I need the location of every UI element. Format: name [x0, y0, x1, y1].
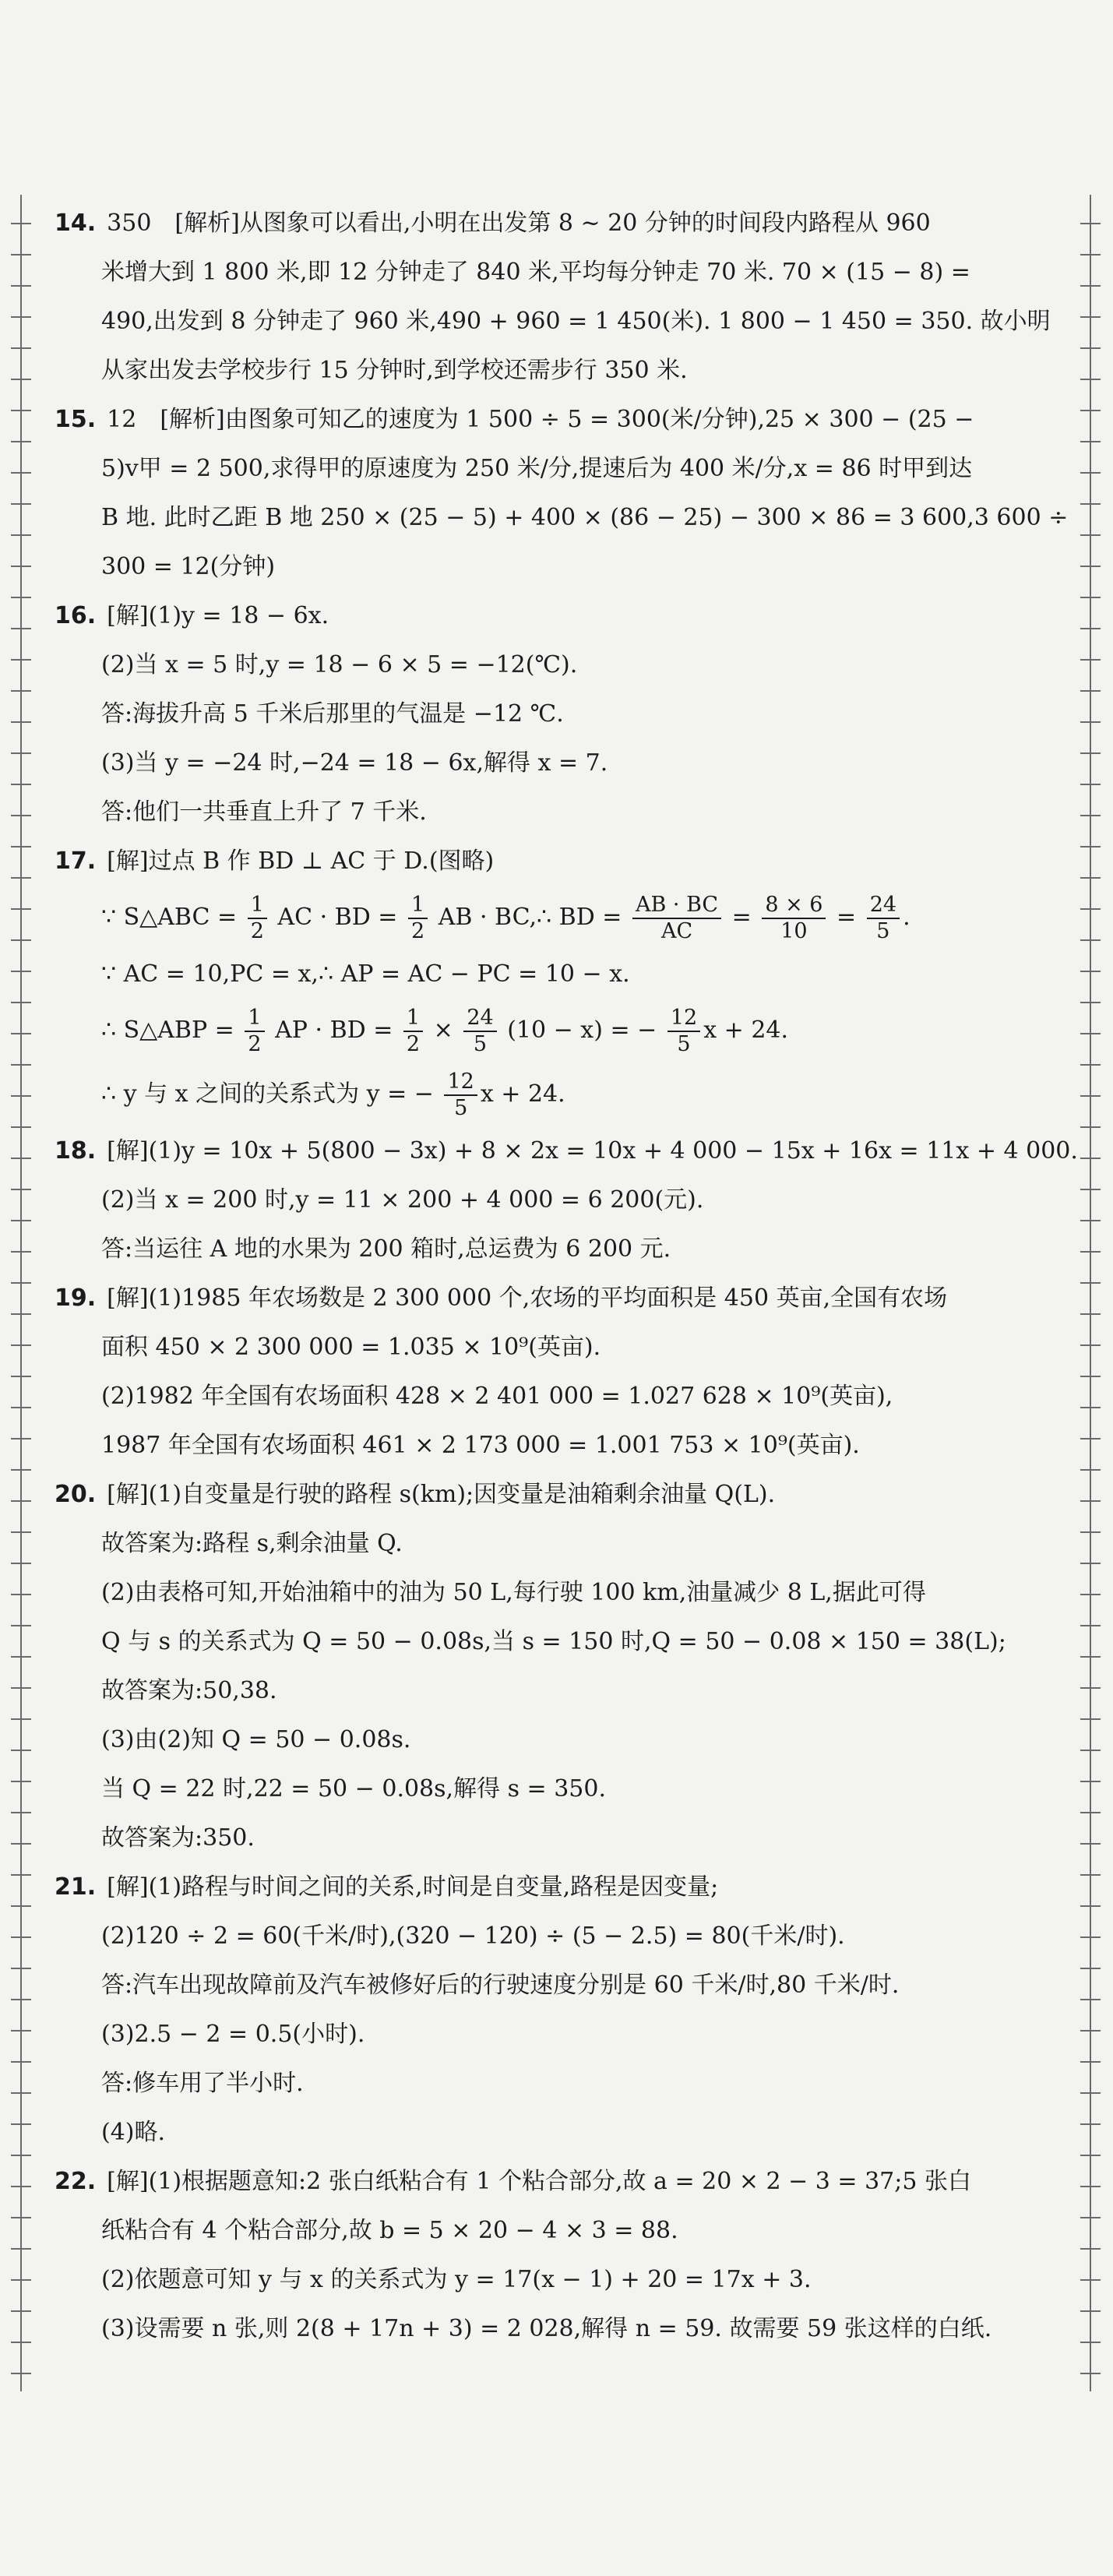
fraction-24-over-5: $\frac{24}{5}$: [463, 1006, 496, 1057]
q21-line-3: 答:汽车出现故障前及汽车被修好后的行驶速度分别是 60 千米/时,80 千米/时.: [101, 1972, 900, 1999]
q20-line-8: 故答案为:350.: [101, 1824, 255, 1852]
question-number-18: 18.: [55, 1137, 97, 1165]
q22-line-4: (3)设需要 n 张,则 2(8 + 17n + 3) = 2 028,解得 n = 59. 故需要 59 张这样的白纸.: [101, 2315, 992, 2342]
q14-line-2: 米增大到 1 800 米,即 12 分钟走了 840 米,平均每分钟走 70 米. 70 × (15 − 8) =: [101, 259, 970, 286]
q20-line-6: (3)由(2)知 Q = 50 − 0.08s.: [101, 1726, 411, 1753]
q16-line-2: (2)当 x = 5 时,y = 18 − 6 × 5 = −12(℃).: [101, 651, 578, 678]
q22-line-2: 纸粘合有 4 个粘合部分,故 b = 5 × 20 − 4 × 3 = 88.: [101, 2217, 678, 2244]
question-number-20: 20.: [55, 1481, 97, 1508]
q18-line-3: 答:当运往 A 地的水果为 200 箱时,总运费为 6 200 元.: [101, 1235, 671, 1263]
q19-line-3: (2)1982 年全国有农场面积 428 × 2 401 000 = 1.027 628 × 10⁹(英亩),: [101, 1383, 893, 1410]
q22-line-1: 22. [解](1)根据题意知:2 张白纸粘合有 1 个粘合部分,故 a = 20 × 2 − 3 = 37;5 张白: [55, 2168, 971, 2195]
question-number-16: 16.: [55, 602, 97, 629]
q19-line-1: 19. [解](1)1985 年农场数是 2 300 000 个,农场的平均面积是 450 英亩,全国有农场: [55, 1284, 948, 1312]
q20-line-2: 故答案为:路程 s,剩余油量 Q.: [101, 1530, 403, 1557]
q16-line-4: (3)当 y = −24 时,−24 = 18 − 6x,解得 x = 7.: [101, 749, 608, 777]
fraction-24-over-5: $\frac{24}{5}$: [867, 893, 900, 944]
question-number-19: 19.: [55, 1284, 97, 1312]
q16-line-3: 答:海拔升高 5 千米后那里的气温是 −12 ℃.: [101, 700, 564, 728]
question-number-17: 17.: [55, 848, 97, 875]
q15-line-4: 300 = 12(分钟): [101, 553, 276, 580]
q21-line-5: 答:修车用了半小时.: [101, 2070, 304, 2097]
fraction-one-half: $\frac{1}{2}$: [245, 1006, 264, 1057]
fraction-one-half: $\frac{1}{2}$: [408, 893, 428, 944]
right-binding-line: [1090, 195, 1091, 2391]
q18-line-2: (2)当 x = 200 时,y = 11 × 200 + 4 000 = 6 200(元).: [101, 1186, 704, 1214]
question-number-22: 22.: [55, 2168, 97, 2195]
q19-line-4: 1987 年全国有农场面积 461 × 2 173 000 = 1.001 753 × 10⁹(英亩).: [101, 1432, 860, 1459]
question-number-15: 15.: [55, 406, 97, 433]
fraction-one-half: $\frac{1}{2}$: [403, 1006, 423, 1057]
q21-line-6: (4)略.: [101, 2119, 166, 2146]
fraction-8x6-over-10: $\frac{8 \times 6}{10}$: [762, 893, 826, 944]
q18-line-1: 18. [解](1)y = 10x + 5(800 − 3x) + 8 × 2x = 10x + 4 000 − 15x + 16x = 11x + 4 000.: [55, 1137, 1078, 1165]
q16-line-1: 16. [解](1)y = 18 − 6x.: [55, 602, 329, 629]
q21-line-4: (3)2.5 − 2 = 0.5(小时).: [101, 2021, 365, 2048]
q14-line-3: 490,出发到 8 分钟走了 960 米,490 + 960 = 1 450(米). 1 800 − 1 450 = 350. 故小明: [101, 308, 1051, 335]
fraction-one-half: $\frac{1}{2}$: [248, 893, 267, 944]
fraction-12-over-5: $\frac{12}{5}$: [667, 1006, 700, 1057]
question-number-21: 21.: [55, 1873, 97, 1901]
q17-math-line-2: ∴ S△ABP = $\frac{1}{2}$ AP · BD = $\frac{1}{2}$ × $\frac{24}{5}$ (10 − x) = − $\frac{12}{5}$ x + 24.: [101, 1006, 789, 1056]
fraction-ab-bc-over-ac: $\frac{AB \cdot BC}{AC}$: [632, 893, 721, 944]
q21-line-1: 21. [解](1)路程与时间之间的关系,时间是自变量,路程是因变量;: [55, 1873, 719, 1901]
q19-line-2: 面积 450 × 2 300 000 = 1.035 × 10⁹(英亩).: [101, 1334, 601, 1361]
q15-line-1: 15. 12 [解析]由图象可知乙的速度为 1 500 ÷ 5 = 300(米/分钟),25 × 300 − (25 −: [55, 406, 974, 433]
question-number-14: 14.: [55, 210, 97, 237]
q15-line-3: B 地. 此时乙距 B 地 250 × (25 − 5) + 400 × (86 − 25) − 300 × 86 = 3 600,3 600 ÷: [101, 504, 1069, 531]
q22-line-3: (2)依题意可知 y 与 x 的关系式为 y = 17(x − 1) + 20 = 17x + 3.: [101, 2266, 812, 2293]
q17-line-3: ∵ AC = 10,PC = x,∴ AP = AC − PC = 10 − x.: [101, 960, 630, 988]
q14-line-4: 从家出发去学校步行 15 分钟时,到学校还需步行 350 米.: [101, 357, 688, 384]
q15-line-2: 5)v甲 = 2 500,求得甲的原速度为 250 米/分,提速后为 400 米/分,x = 86 时甲到达: [101, 455, 973, 482]
q16-line-5: 答:他们一共垂直上升了 7 千米.: [101, 798, 427, 826]
q21-line-2: (2)120 ÷ 2 = 60(千米/时),(320 − 120) ÷ (5 − 2.5) = 80(千米/时).: [101, 1922, 845, 1950]
fraction-12-over-5: $\frac{12}{5}$: [444, 1070, 477, 1121]
left-binding-line: [20, 195, 22, 2391]
q20-line-3: (2)由表格可知,开始油箱中的油为 50 L,每行驶 100 km,油量减少 8 L,据此可得: [101, 1579, 926, 1606]
q17-math-line-1: ∵ S△ABC = $\frac{1}{2}$ AC · BD = $\frac{1}{2}$ AB · BC,∴ BD = $\frac{AB \cdot BC}{AC}$ = $\frac{8 \times 6}{10}$ = $\frac{24}{5}$ .: [101, 893, 910, 943]
q20-line-7: 当 Q = 22 时,22 = 50 − 0.08s,解得 s = 350.: [101, 1775, 607, 1802]
q20-line-5: 故答案为:50,38.: [101, 1677, 277, 1704]
q14-line-1: 14. 350 [解析]从图象可以看出,小明在出发第 8 ~ 20 分钟的时间段内路程从 960: [55, 210, 931, 237]
q20-line-4: Q 与 s 的关系式为 Q = 50 − 0.08s,当 s = 150 时,Q = 50 − 0.08 × 150 = 38(L);: [101, 1628, 1006, 1655]
q17-line-1: 17. [解]过点 B 作 BD ⊥ AC 于 D.(图略): [55, 848, 495, 875]
q17-math-line-3: ∴ y 与 x 之间的关系式为 y = − $\frac{12}{5}$ x + 24.: [101, 1070, 565, 1120]
answer-content: [55, 199, 1078, 2353]
q20-line-1: 20. [解](1)自变量是行驶的路程 s(km);因变量是油箱剩余油量 Q(L).: [55, 1481, 776, 1508]
